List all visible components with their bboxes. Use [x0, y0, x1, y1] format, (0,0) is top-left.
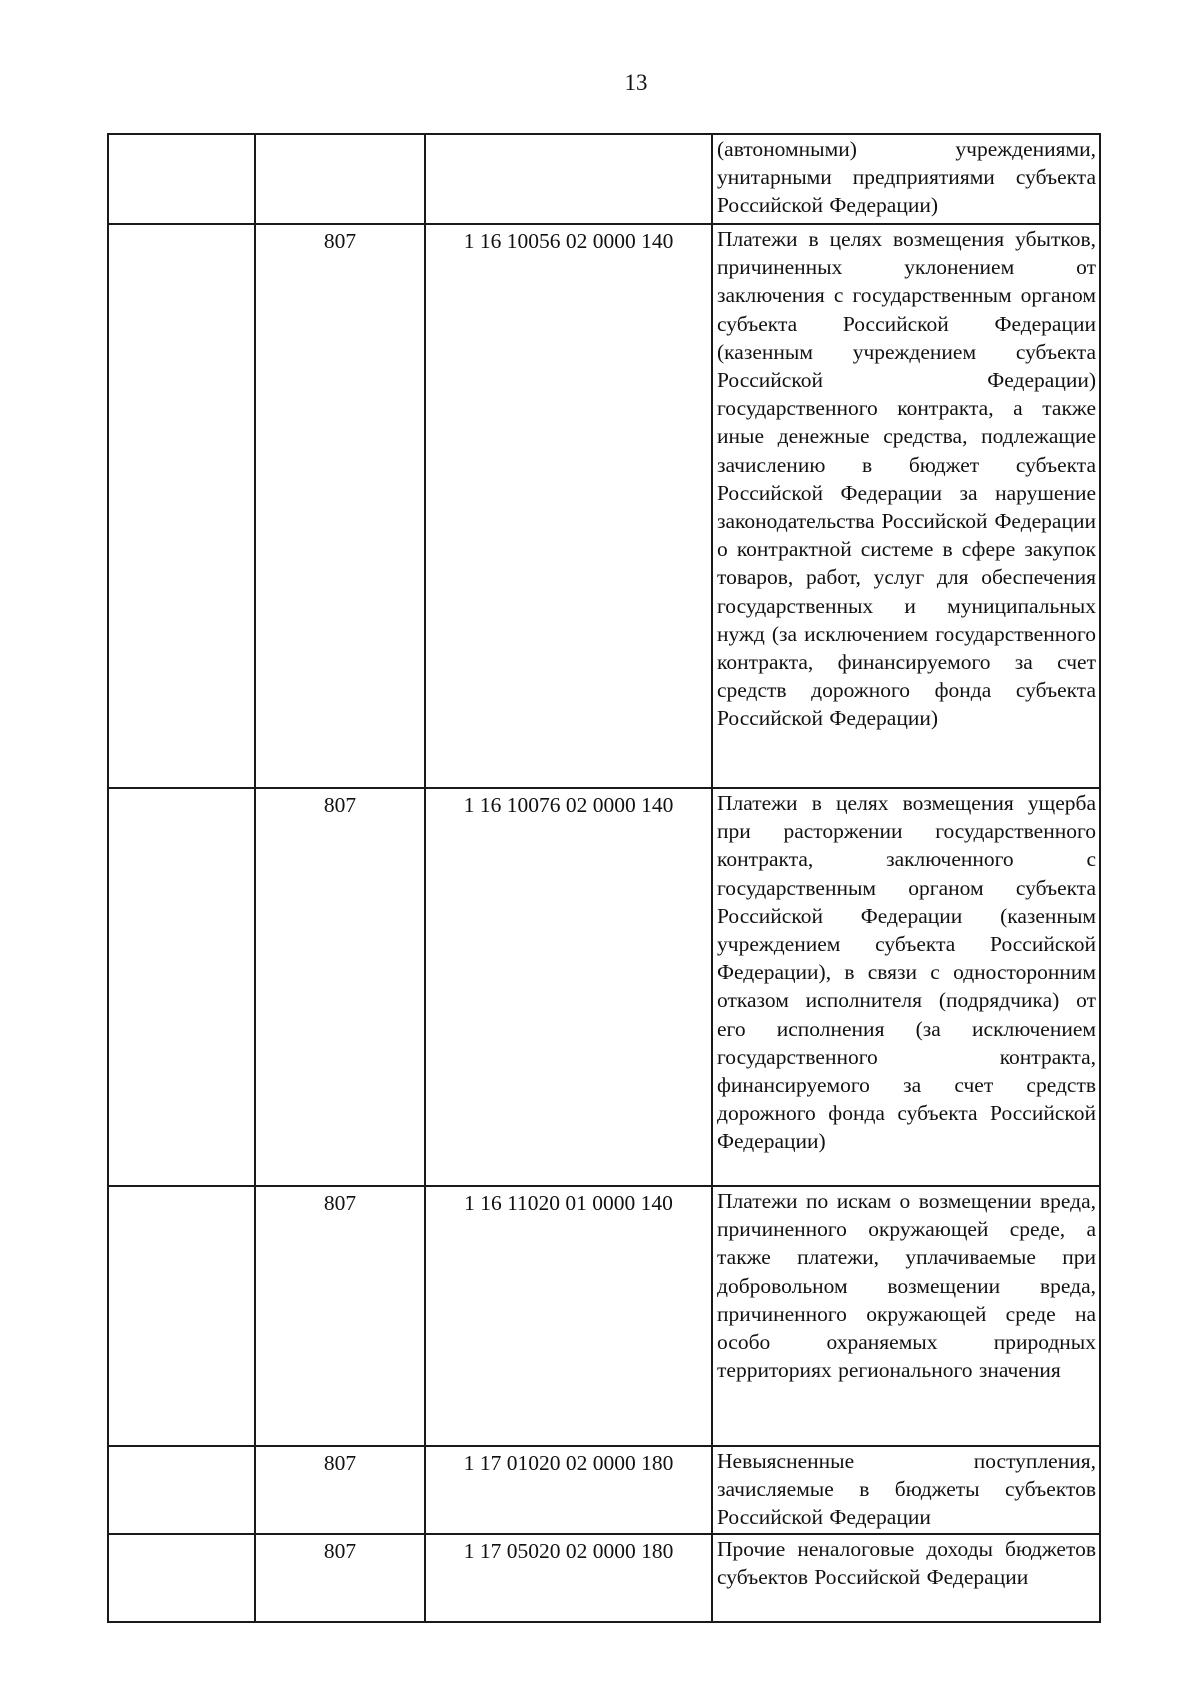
cell-empty	[108, 1446, 255, 1534]
table-row	[108, 1446, 1100, 1534]
cell-kbk: 1 17 05020 02 0000 180	[425, 1534, 712, 1622]
table-row	[108, 224, 1100, 788]
cell-empty	[108, 788, 255, 1186]
cell-admin-code: 807	[255, 224, 425, 788]
cell-admin-code: 807	[255, 788, 425, 1186]
cell-description: Невыясненные поступления, зачисляемые в бюджеты субъектов Российской Федерации	[712, 1446, 1100, 1534]
cell-description: Прочие неналоговые доходы бюджетов субъектов Российской Федерации	[712, 1534, 1100, 1622]
cell-empty	[108, 134, 255, 224]
page-number: 13	[624, 70, 648, 95]
cell-kbk: 1 17 01020 02 0000 180	[425, 1446, 712, 1534]
cell-admin-code: 807	[255, 1446, 425, 1534]
table-row	[108, 788, 1100, 1186]
table-row	[108, 134, 1100, 224]
cell-description: (автономными) учреждениями, унитарными предприятиями субъекта Российской Федерации)	[712, 134, 1100, 224]
cell-admin-code: 807	[255, 1534, 425, 1622]
cell-kbk	[425, 134, 712, 224]
table-row	[108, 1186, 1100, 1446]
cell-empty	[108, 1534, 255, 1622]
cell-kbk: 1 16 11020 01 0000 140	[425, 1186, 712, 1446]
cell-admin-code: 807	[255, 1186, 425, 1446]
table-row	[108, 1534, 1100, 1622]
cell-empty	[108, 1186, 255, 1446]
cell-description: Платежи по искам о возмещении вреда, причиненного окружающей среде, а также платежи, уплачиваемые при добровольном возмещении вреда, причиненного окружающей среде на особо охраняемых природных территориях регионального значения	[712, 1186, 1100, 1446]
cell-description: Платежи в целях возмещения убытков, причиненных уклонением от заключения с государственным органом субъекта Российской Федерации (казенным учреждением субъекта Российской Федерации) государственного контракта, а также иные денежные средства, подлежащие зачислению в бюджет субъекта Российской Федерации за нарушение законодательства Российской Федерации о контрактной системе в сфере закупок товаров, работ, услуг для обеспечения государственных и муниципальных нужд (за исключением государственного контракта, финансируемого за счет средств дорожного фонда субъекта Российской Федерации)	[712, 224, 1100, 788]
cell-kbk: 1 16 10056 02 0000 140	[425, 224, 712, 788]
cell-empty	[108, 224, 255, 788]
revenue-codes-table	[107, 133, 1101, 1623]
cell-admin-code	[255, 134, 425, 224]
cell-description: Платежи в целях возмещения ущерба при расторжении государственного контракта, заключенного с государственным органом субъекта Российской Федерации (казенным учреждением субъекта Российской Федерации), в связи с односторонним отказом исполнителя (подрядчика) от его исполнения (за исключением государственного контракта, финансируемого за счет средств дорожного фонда субъекта Российской Федерации)	[712, 788, 1100, 1186]
cell-kbk: 1 16 10076 02 0000 140	[425, 788, 712, 1186]
